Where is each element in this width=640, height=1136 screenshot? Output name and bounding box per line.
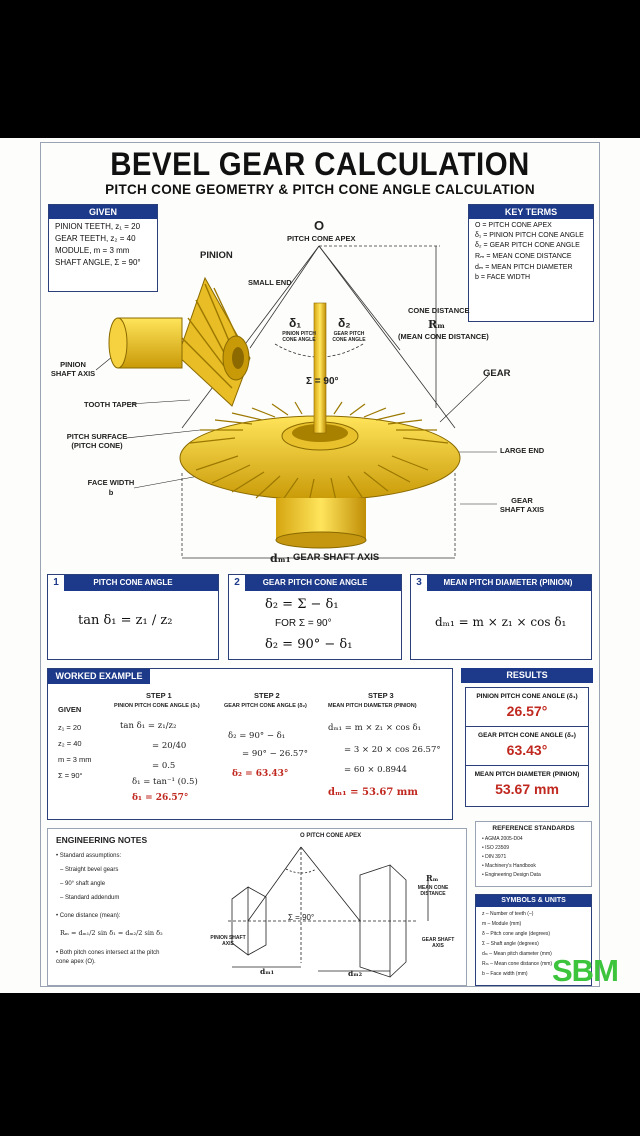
notes-line: • Standard assumptions:: [56, 853, 122, 859]
given-row: SHAFT ANGLE, Σ = 90°: [55, 258, 141, 267]
symbol-line: Rₘ – Mean cone distance (mm): [482, 961, 553, 967]
cone-distance-sub-label: (MEAN CONE DISTANCE): [398, 332, 489, 341]
symbol-line: δ – Pitch cone angle (degrees): [482, 931, 551, 937]
key-term: O = PITCH CONE APEX: [475, 222, 552, 229]
step1-sub: PINION PITCH CONE ANGLE (δ₁): [114, 703, 200, 709]
ref-line: • Engineering Design Data: [482, 872, 541, 878]
key-term: b = FACE WIDTH: [475, 274, 531, 281]
formula-number: 3: [411, 575, 427, 591]
step2-line: = 90° − 26.57°: [242, 749, 308, 759]
result-card-pinion-angle: [465, 687, 589, 729]
step3-title: STEP 3: [368, 691, 394, 700]
step2-title: STEP 2: [254, 691, 280, 700]
dm1-axis-label: GEAR SHAFT AXIS: [293, 552, 380, 563]
formula-line: dₘ₁ = m × z₁ × cos δ₁: [435, 615, 567, 629]
symbol-line: b – Face width (mm): [482, 971, 528, 977]
formula-header: PITCH CONE ANGLE: [93, 578, 173, 587]
given-row: GEAR TEETH, z₂ = 40: [55, 234, 136, 243]
ref-header: REFERENCE STANDARDS: [492, 825, 575, 832]
cone-distance-label: CONE DISTANCE: [408, 306, 470, 315]
sbm-watermark-logo: SBM: [552, 953, 618, 988]
worked-given-line: z₂ = 40: [58, 739, 82, 748]
result-label: PINION PITCH CONE ANGLE (δ₁): [476, 693, 578, 700]
symbols-header: SYMBOLS & UNITS: [476, 895, 591, 907]
step3-sub: MEAN PITCH DIAMETER (PINION): [328, 703, 417, 709]
symbol-line: z – Number of teeth (–): [482, 911, 534, 917]
formula-box-3: [410, 574, 592, 660]
face-width-label: FACE WIDTH b: [87, 478, 135, 497]
schematic-gear-shaft: GEAR SHAFT AXIS: [421, 937, 455, 949]
tooth-taper-label: TOOTH TAPER: [84, 400, 138, 409]
step1-title: STEP 1: [146, 691, 172, 700]
result-label: MEAN PITCH DIAMETER (PINION): [474, 771, 580, 778]
sigma-label: Σ = 90°: [306, 376, 339, 387]
worked-example-box: [47, 668, 453, 820]
step2-sub: GEAR PITCH CONE ANGLE (δ₂): [224, 703, 307, 709]
worked-given-line: z₁ = 20: [58, 723, 82, 732]
symbol-line: Σ – Shaft angle (degrees): [482, 941, 539, 947]
formula-line: δ₂ = Σ − δ₁: [265, 597, 339, 612]
reference-standards-box: [475, 821, 592, 887]
worked-example-header: WORKED EXAMPLE: [48, 669, 150, 684]
apex-label: O: [314, 218, 325, 233]
step3-line: dₘ₁ = m × z₁ × cos δ₁: [328, 723, 422, 733]
rm-label: Rₘ: [428, 318, 446, 331]
formula-box-2: [228, 574, 402, 660]
pinion-label: PINION: [200, 250, 233, 261]
ref-line: • AGMA 2005-D04: [482, 836, 523, 842]
given-row: PINION TEETH, z₁ = 20: [55, 222, 141, 231]
step1-line: tan δ₁ = z₁/z₂: [120, 721, 177, 731]
ref-line: • ISO 23509: [482, 845, 510, 851]
step2-line: δ₂ = 90° − δ₁: [228, 731, 286, 741]
schematic-rm-sub: MEAN CONE DISTANCE: [417, 885, 449, 897]
result-value: 26.57°: [506, 703, 548, 719]
delta1-label: δ₁: [289, 316, 302, 330]
step2-result: δ₂ = 63.43°: [232, 769, 289, 779]
notes-line: – Straight bevel gears: [60, 867, 119, 873]
small-end-label: SMALL END: [248, 278, 292, 287]
schematic-pinion-shaft: PINION SHAFT AXIS: [210, 935, 246, 947]
step3-line: = 3 × 20 × cos 26.57°: [344, 745, 441, 755]
schematic-apex: O PITCH CONE APEX: [300, 833, 362, 839]
result-value: 53.67 mm: [495, 781, 559, 797]
formula-line: tan δ₁ = z₁ / z₂: [78, 613, 173, 628]
delta2-sub-label: GEAR PITCH CONE ANGLE: [332, 331, 366, 343]
large-end-label: LARGE END: [500, 446, 545, 455]
schematic-dm2: dₘ₂: [348, 969, 362, 978]
notes-formula: Rₘ = dₘ₁/2 sin δ₁ = dₘ₂/2 sin δ₂: [60, 929, 163, 937]
ref-line: • DIN 3971: [482, 854, 507, 860]
poster-sheet: [0, 138, 640, 993]
formula-line: FOR Σ = 90°: [275, 618, 332, 629]
step1-result: δ₁ = 26.57°: [132, 793, 189, 803]
apex-sub-label: PITCH CONE APEX: [287, 234, 356, 243]
schematic-sigma: Σ = 90°: [288, 913, 315, 922]
formula-header: GEAR PITCH CONE ANGLE: [262, 578, 368, 587]
worked-given-line: m = 3 mm: [58, 755, 92, 764]
dm1-label: dₘ₁: [270, 552, 291, 565]
formula-number: 2: [229, 575, 245, 591]
key-term: δ₂ = GEAR PITCH CONE ANGLE: [475, 242, 580, 249]
key-term: δ₁ = PINION PITCH CONE ANGLE: [475, 232, 584, 239]
given-row: MODULE, m = 3 mm: [55, 246, 130, 255]
result-value: 63.43°: [506, 742, 548, 758]
step1-line: δ₁ = tan⁻¹ (0.5): [132, 777, 198, 787]
formula-line: δ₂ = 90° − δ₁: [265, 637, 353, 652]
notes-line: – Standard addendum: [60, 895, 120, 901]
delta1-sub-label: PINION PITCH CONE ANGLE: [282, 331, 316, 343]
pitch-surface-label: PITCH SURFACE (PITCH CONE): [66, 432, 128, 450]
schematic-rm: Rₘ: [426, 873, 439, 883]
step1-line: = 0.5: [152, 761, 176, 771]
ref-line: • Machinery's Handbook: [482, 863, 536, 869]
results-header: RESULTS: [461, 668, 593, 683]
step1-line: = 20/40: [152, 741, 187, 751]
notes-line: • Both pitch cones intersect at the pitch cone apex (O).: [56, 950, 160, 965]
worked-given-title: GIVEN: [58, 705, 82, 714]
poster-subtitle: PITCH CONE GEOMETRY & PITCH CONE ANGLE CALCULATION: [105, 182, 535, 197]
result-card-gear-angle: [465, 726, 589, 768]
step3-result: dₘ₁ = 53.67 mm: [328, 787, 418, 798]
gear-label: GEAR: [483, 368, 511, 379]
notes-line: – 90° shaft angle: [60, 881, 106, 887]
step3-line: = 60 × 0.8944: [344, 765, 407, 775]
pinion-shaft-axis-label: PINION SHAFT AXIS: [50, 360, 96, 378]
symbol-line: dₘ – Mean pitch diameter (mm): [482, 951, 552, 957]
key-term: dₘ = MEAN PITCH DIAMETER: [475, 264, 573, 271]
formula-header: MEAN PITCH DIAMETER (PINION): [443, 578, 573, 587]
pitch-cone-schematic: [218, 835, 468, 985]
given-header: GIVEN: [49, 205, 157, 219]
formula-number: 1: [48, 575, 64, 591]
poster-title: BEVEL GEAR CALCULATION: [110, 146, 530, 182]
engineering-notes-box: [47, 828, 467, 986]
formula-box-1: [47, 574, 219, 660]
symbol-line: m – Module (mm): [482, 921, 522, 927]
gear-shaft-axis-label: GEAR SHAFT AXIS: [499, 496, 545, 514]
notes-line: • Cone distance (mean):: [56, 913, 121, 919]
result-card-pitch-diameter: [465, 765, 589, 807]
key-terms-header: KEY TERMS: [469, 205, 593, 219]
key-term: Rₘ = MEAN CONE DISTANCE: [475, 253, 572, 260]
result-label: GEAR PITCH CONE ANGLE (δ₂): [478, 732, 576, 739]
notes-header: ENGINEERING NOTES: [56, 835, 148, 845]
delta2-label: δ₂: [338, 316, 351, 330]
worked-given-line: Σ = 90°: [58, 771, 83, 780]
schematic-dm1: dₘ₁: [260, 967, 274, 976]
